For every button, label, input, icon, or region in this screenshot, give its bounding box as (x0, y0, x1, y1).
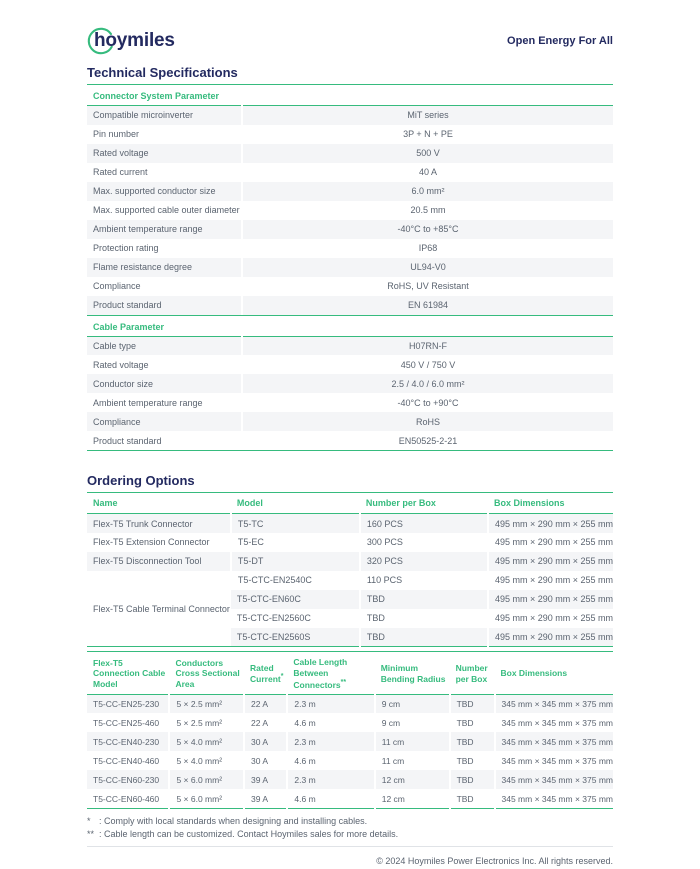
spec-value: H07RN-F (242, 336, 613, 355)
column-header: Number per Box (360, 493, 488, 514)
table-cell: T5-TC (231, 514, 360, 533)
table-cell: TBD (450, 713, 495, 732)
hoymiles-logo (87, 25, 175, 57)
copyright: © 2024 Hoymiles Power Electronics Inc. All rights reserved. (376, 855, 613, 866)
table-cell: 4.6 m (287, 713, 374, 732)
spec-label: Product standard (93, 435, 162, 446)
product-name: Flex-T5 Trunk Connector (87, 514, 231, 533)
table-cell: 5 × 4.0 mm² (169, 732, 244, 751)
column-header: Flex-T5 Connection Cable Model (87, 652, 169, 695)
spec-row (87, 336, 613, 355)
spec-value: RoHS (242, 412, 613, 431)
table-cell: 345 mm × 345 mm × 375 mm (495, 770, 614, 789)
spec-value: UL94-V0 (242, 258, 613, 277)
table-cell: 345 mm × 345 mm × 375 mm (495, 732, 614, 751)
spec-value: 2.5 / 4.0 / 6.0 mm² (242, 374, 613, 393)
column-header: Cable Length Between Connectors** (287, 652, 374, 695)
table-cell: 5 × 6.0 mm² (169, 789, 244, 808)
table-cell: 5 × 2.5 mm² (169, 694, 244, 713)
table-cell: TBD (360, 609, 488, 628)
table-cell: 11 cm (375, 751, 450, 770)
product-name: Flex-T5 Extension Connector (93, 537, 210, 548)
table-cell: T5-DT (231, 552, 360, 571)
table-cell: 12 cm (375, 770, 450, 789)
table-cell: 320 PCS (360, 552, 488, 571)
column-header: Box Dimensions (488, 493, 613, 514)
spec-row (87, 106, 613, 125)
footnote-mark: * (87, 815, 91, 826)
logo-wordmark: hoymiles (94, 30, 175, 51)
table-cell: T5-CC-EN40-460 (93, 755, 160, 766)
spec-row (87, 296, 613, 315)
table-cell: 345 mm × 345 mm × 375 mm (495, 789, 614, 808)
table-row (87, 552, 613, 571)
spec-label: Rated current (93, 167, 148, 177)
table-cell: TBD (450, 751, 495, 770)
table-row (87, 571, 613, 590)
footer-divider (87, 846, 613, 847)
table-cell: 11 cm (375, 732, 450, 751)
header-row (87, 493, 613, 514)
spec-label: Max. supported cable outer diameter (93, 205, 240, 215)
table-cell: T5-CC-EN40-230 (87, 732, 169, 751)
table-row (87, 713, 613, 732)
table-cell: T5-CC-EN25-230 (87, 694, 169, 713)
table-cell: TBD (450, 789, 495, 808)
spec-row (87, 431, 613, 450)
table-row (87, 789, 613, 808)
table-cell: 345 mm × 345 mm × 375 mm (495, 751, 614, 770)
table-cell: 9 cm (375, 694, 450, 713)
footnote (87, 816, 613, 826)
spec-value: 450 V / 750 V (242, 355, 613, 374)
spec-value: -40°C to +90°C (242, 393, 613, 412)
column-header: Number per Box (450, 652, 495, 695)
spec-row (87, 125, 613, 144)
spec-row (87, 393, 613, 412)
tech-specs-tables (87, 85, 613, 451)
footnotes (87, 816, 613, 839)
spec-label: Ambient temperature range (87, 220, 242, 239)
table-cell: 495 mm × 290 mm × 255 mm (488, 514, 613, 533)
spec-value: EN50525-2-21 (242, 431, 613, 450)
spec-row (87, 412, 613, 431)
table-cell: 39 A (244, 789, 287, 808)
spec-value: IP68 (242, 239, 613, 258)
table-cell: 495 mm × 290 mm × 255 mm (488, 590, 613, 609)
footnote-text: : Cable length can be customized. Contact Hoymiles sales for more details. (99, 828, 399, 839)
spec-value: 6.0 mm² (242, 182, 613, 201)
spec-value: 40 A (242, 163, 613, 182)
table-cell: 12 cm (375, 789, 450, 808)
spec-value: -40°C to +85°C (242, 220, 613, 239)
table-cell: T5-CC-EN60-230 (87, 770, 169, 789)
spec-label: Cable type (87, 336, 242, 355)
table-cell: 495 mm × 290 mm × 255 mm (488, 628, 613, 647)
spec-label: Compatible microinverter (87, 106, 242, 125)
table-row (87, 732, 613, 751)
table-cell: 495 mm × 290 mm × 255 mm (488, 571, 613, 590)
table-cell: T5-CTC-EN2560C (236, 613, 311, 624)
spec-value: 3P + N + PE (242, 125, 613, 144)
table-cell: 5 × 2.5 mm² (169, 713, 244, 732)
table-cell: 300 PCS (360, 533, 488, 552)
spec-table (87, 105, 613, 315)
spec-label: Compliance (87, 412, 242, 431)
spec-label: Flame resistance degree (87, 258, 242, 277)
param-section-heading: Connector System Parameter (93, 91, 220, 101)
table-cell: T5-CC-EN25-460 (93, 717, 160, 728)
spec-row (87, 201, 613, 220)
table-cell: 30 A (244, 732, 287, 751)
ordering-table-1 (87, 493, 613, 647)
footnote-text: : Comply with local standards when designing and installing cables. (99, 815, 368, 826)
spec-row (87, 163, 613, 182)
spec-label: Conductor size (87, 374, 242, 393)
table-cell: 39 A (244, 770, 287, 789)
ordering-title: Ordering Options (87, 473, 613, 493)
table-cell: TBD (450, 694, 495, 713)
page-header (87, 25, 613, 57)
column-header: Conductors Cross Sectional Area (169, 652, 244, 695)
product-name: Flex-T5 Disconnection Tool (87, 552, 231, 571)
table-cell: 4.6 m (287, 789, 374, 808)
spec-value: RoHS, UV Resistant (242, 277, 613, 296)
column-header: Rated Current* (244, 652, 287, 695)
table-cell: 345 mm × 345 mm × 375 mm (495, 713, 614, 732)
table-cell: 110 PCS (360, 571, 488, 590)
spec-label: Max. supported conductor size (87, 182, 242, 201)
table-cell: 2.3 m (287, 694, 374, 713)
table-cell: T5-EC (231, 533, 360, 552)
footnote-mark: ** (87, 828, 95, 839)
table-cell: TBD (450, 770, 495, 789)
spec-label: Rated voltage (93, 359, 149, 370)
spec-row (87, 355, 613, 374)
table-cell: T5-CTC-EN2560S (231, 628, 360, 647)
spec-row (87, 239, 613, 258)
spec-table (87, 336, 613, 451)
spec-row (87, 374, 613, 393)
column-header: Name (87, 493, 231, 514)
spec-label: Ambient temperature range (93, 397, 203, 408)
tech-specs-title: Technical Specifications (87, 65, 613, 85)
table-row (87, 694, 613, 713)
table-cell: 2.3 m (287, 770, 374, 789)
footnote (87, 829, 613, 839)
spec-row (87, 144, 613, 163)
table-cell: TBD (450, 732, 495, 751)
table-row (87, 751, 613, 770)
spec-value: 20.5 mm (242, 201, 613, 220)
spec-label: Rated voltage (87, 144, 242, 163)
table-cell: TBD (360, 590, 488, 609)
table-cell: T5-CTC-EN2540C (231, 571, 360, 590)
brand-tagline: Open Energy For All (507, 35, 613, 47)
table-cell: 4.6 m (287, 751, 374, 770)
header-row (87, 652, 613, 695)
table-cell: 495 mm × 290 mm × 255 mm (488, 552, 613, 571)
column-header: Minimum Bending Radius (375, 652, 450, 695)
table-row (87, 770, 613, 789)
table-cell: 2.3 m (287, 732, 374, 751)
table-cell: 495 mm × 290 mm × 255 mm (488, 533, 613, 552)
table-cell: 30 A (244, 751, 287, 770)
table-cell: 22 A (244, 713, 287, 732)
param-section-heading: Cable Parameter (87, 315, 613, 336)
table-cell: 495 mm × 290 mm × 255 mm (488, 609, 613, 628)
column-header: Box Dimensions (495, 652, 614, 695)
table-row (87, 514, 613, 533)
table-cell: 22 A (244, 694, 287, 713)
spec-value: MiT series (242, 106, 613, 125)
column-header: Model (231, 493, 360, 514)
table-cell: 160 PCS (360, 514, 488, 533)
spec-value: EN 61984 (242, 296, 613, 315)
table-cell: 345 mm × 345 mm × 375 mm (495, 694, 614, 713)
table-cell: 9 cm (375, 713, 450, 732)
table-cell: 5 × 6.0 mm² (169, 770, 244, 789)
spec-row (87, 182, 613, 201)
spec-label: Pin number (93, 129, 140, 139)
spec-row (87, 277, 613, 296)
spec-value: 500 V (242, 144, 613, 163)
product-name: Flex-T5 Cable Terminal Connector (87, 571, 231, 647)
spec-row (87, 258, 613, 277)
table-cell: TBD (360, 628, 488, 647)
table-cell: T5-CC-EN60-460 (93, 793, 160, 804)
spec-label: Product standard (87, 296, 242, 315)
table-row (87, 533, 613, 552)
ordering-table-2 (87, 651, 613, 809)
spec-label: Protection rating (93, 243, 159, 253)
spec-row (87, 220, 613, 239)
table-cell: 5 × 4.0 mm² (169, 751, 244, 770)
table-cell: T5-CTC-EN60C (231, 590, 360, 609)
spec-label: Compliance (93, 281, 141, 291)
